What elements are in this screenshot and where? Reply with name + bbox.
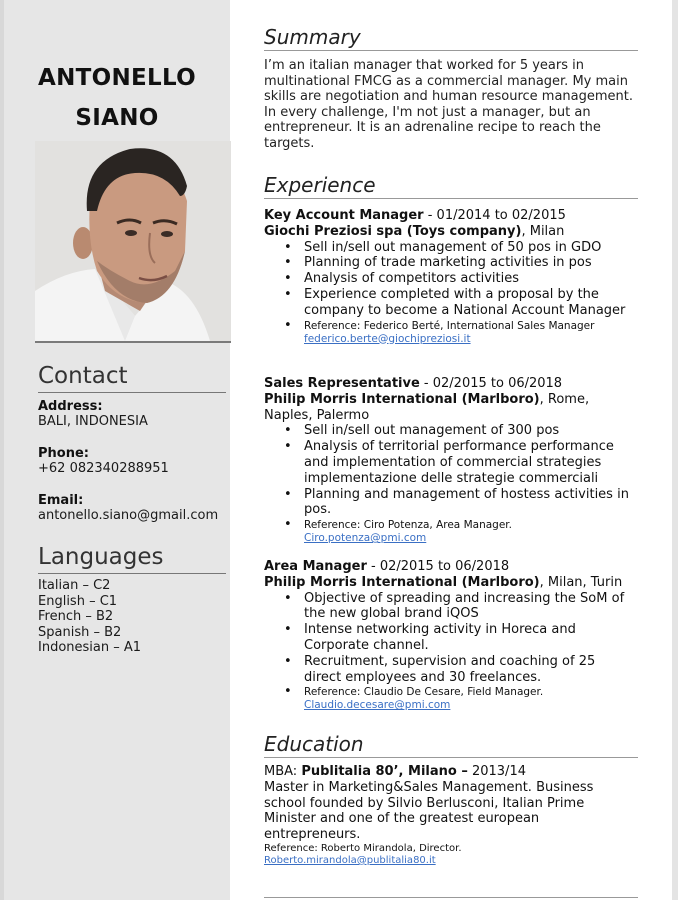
job-reference (264, 518, 642, 545)
job-dates: - 02/2015 to 06/2018 (419, 376, 563, 391)
job-title: Key Account Manager (264, 208, 424, 223)
edu-degree: MBA: (264, 764, 302, 779)
job-entry (264, 376, 642, 545)
job-dates: - 02/2015 to 06/2018 (366, 559, 510, 574)
job-company: Philip Morris International (Marlboro) (264, 391, 540, 407)
summary-heading: Summary (264, 24, 638, 51)
contact-heading: Contact (38, 362, 226, 393)
job-bullet: • Planning of trade marketing activities in pos (264, 255, 642, 271)
job-bullet: • Sell in/sell out management of 300 pos (264, 423, 642, 439)
job-company: Philip Morris International (Marlboro) (264, 574, 540, 590)
job-company: Giochi Preziosi spa (Toys company) (264, 223, 522, 239)
contact-address (38, 399, 226, 429)
job-location: , Milan, Turin (539, 574, 623, 590)
bottom-divider (264, 897, 638, 898)
job-dates: - 01/2014 to 02/2015 (423, 208, 566, 223)
job-location: , Milan (521, 223, 565, 239)
candidate-name (4, 58, 230, 138)
edu-reference-email-link[interactable]: Roberto.mirandola@publitalia80.it (264, 854, 436, 866)
phone-value: +62 082340288951 (38, 461, 169, 476)
education-heading: Education (264, 731, 638, 758)
job-title: Area Manager (264, 559, 367, 574)
contact-phone (38, 446, 226, 476)
job-title: Sales Representative (264, 376, 420, 391)
job-bullets (264, 240, 642, 346)
job-bullet: • Analysis of territorial performance performance and implementation of commercial strategies implementazione delle strategie commerciali (264, 439, 642, 486)
job-bullet: • Sell in/sell out management of 50 pos in GDO (264, 240, 642, 256)
job-bullet: • Objective of spreading and increasing the SoM of the new global brand iQOS (264, 591, 642, 623)
reference-email-link[interactable]: Claudio.decesare@pmi.com (304, 699, 451, 712)
language-item: English – C1 (38, 593, 118, 609)
job-location: , Rome, Naples, Palermo (264, 391, 590, 423)
page-edge-right (672, 0, 678, 900)
edu-reference: Reference: Roberto Mirandola, Director. (264, 842, 462, 854)
reference-text: Reference: Ciro Potenza, Area Manager. (304, 519, 512, 532)
language-item: Indonesian – A1 (38, 640, 142, 655)
name-first: ANTONELLO (38, 65, 196, 91)
job-bullet: • Recruitment, supervision and coaching of 25 direct employees and 30 freelances. (264, 654, 642, 686)
email-value: antonello.siano@gmail.com (38, 508, 219, 523)
reference-text: Reference: Federico Berté, International Sales Manager (304, 319, 595, 332)
job-entry (264, 208, 642, 346)
job-bullet: • Analysis of competitors activities (264, 271, 642, 287)
job-reference (264, 319, 642, 346)
job-entry (264, 559, 642, 712)
name-last: SIANO (75, 105, 159, 131)
contact-email (38, 493, 226, 523)
job-bullet: • Intense networking activity in Horeca and Corporate channel. (264, 622, 642, 654)
edu-year: 2013/14 (467, 764, 526, 779)
profile-photo-icon (35, 141, 231, 341)
profile-photo (35, 141, 231, 343)
job-bullets (264, 423, 642, 545)
job-bullet: • Experience completed with a proposal by the company to become a National Account Manager (264, 287, 642, 319)
experience-heading: Experience (264, 172, 638, 199)
languages-heading: Languages (38, 543, 226, 574)
address-label: Address: (38, 399, 103, 414)
language-item: Spanish – B2 (38, 624, 122, 640)
reference-email-link[interactable]: Ciro.potenza@pmi.com (304, 532, 427, 545)
languages-list (38, 578, 141, 656)
job-bullets (264, 591, 642, 713)
language-item: Italian – C2 (38, 578, 111, 593)
education-entry (264, 764, 642, 867)
address-value: BALI, INDONESIA (38, 414, 148, 429)
edu-description: Master in Marketing&Sales Management. Business school founded by Silvio Berlusconi, Italian Prime Minister and one of the greatest european entrepreneurs. (264, 779, 594, 843)
reference-email-link[interactable]: federico.berte@giochipreziosi.it (304, 332, 471, 345)
job-bullet: • Planning and management of hostess activities in pos. (264, 487, 642, 519)
summary-text: I’m an italian manager that worked for 5 years in multinational FMCG as a commercial manager. My main skills are negotiation and human resource management. In every challenge, I'm not just a manager, but an entrepreneur. It is an adrenaline recipe to reach the targets. (264, 58, 633, 151)
phone-label: Phone: (38, 446, 89, 461)
language-item: French – B2 (38, 609, 114, 624)
email-label: Email: (38, 493, 84, 508)
job-reference (264, 685, 642, 712)
reference-text: Reference: Claudio De Cesare, Field Manager. (304, 686, 544, 699)
edu-school: Publitalia 80’, Milano – (301, 764, 468, 779)
